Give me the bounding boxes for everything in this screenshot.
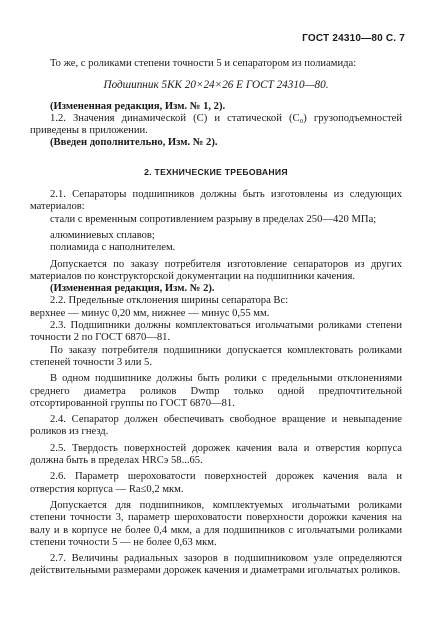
- paragraph: То же, с роликами степени точности 5 и сепаратором из полиамида:: [50, 58, 357, 69]
- section-title: 2. ТЕХНИЧЕСКИЕ ТРЕБОВАНИЯ: [144, 166, 288, 177]
- paragraph: 2.2. Предельные отклонения ширины сепаратора Bc:: [50, 295, 289, 307]
- paragraph: 1.2. Значения динамической (C) и статической (C₀) грузоподъемностей приведены в приложении.: [30, 112, 402, 137]
- list-item: полиамида с наполнителем.: [50, 242, 176, 254]
- paragraph: 2.5. Твердость поверхностей дорожек качения вала и отверстия корпуса должна быть в пределах HRCэ 58...65.: [30, 442, 402, 467]
- amendment-note: (Измененная редакция, Изм. № 1, 2).: [50, 100, 226, 112]
- document-body: [30, 58, 402, 578]
- paragraph: верхнее — минус 0,20 мм, нижнее — минус 0,55 мм.: [30, 307, 270, 319]
- list-item: алюминиевых сплавов;: [50, 229, 155, 241]
- paragraph: Допускается для подшипников, комплектуемых игольчатыми роликами степени точности 3, параметр шероховатости поверхности дорожки качения на валу и в корпусе не более 0,4 мкм, а для подшипников с игольчатыми роликами степени точности 5 — не более 0,63 мкм.: [30, 499, 402, 548]
- amendment-note: (Введен дополнительно, Изм. № 2).: [50, 137, 218, 149]
- paragraph: 2.1. Сепараторы подшипников должны быть изготовлены из следующих материалов:: [30, 189, 402, 213]
- paragraph: Допускается по заказу потребителя изготовление сепараторов из других материалов по конструкторской документации на подшипники качения.: [30, 258, 402, 282]
- paragraph: 2.6. Параметр шероховатости поверхностей дорожек качения вала и отверстия корпуса — Ra≤0,2 мкм.: [30, 471, 402, 495]
- designation-formula: Подшипник 5КК 20×24×26 Е ГОСТ 24310—80.: [103, 79, 329, 92]
- page-header: ГОСТ 24310—80 С. 7: [302, 33, 405, 44]
- paragraph: 2.4. Сепаратор должен обеспечивать свободное вращение и невыпадение роликов из гнезд.: [30, 414, 402, 438]
- paragraph: В одном подшипнике должны быть ролики с предельными отклонениями среднего диаметра роликов Dwmp только одной предпочтительной отсортированной группы по ГОСТ 6870—81.: [30, 373, 402, 409]
- paragraph: По заказу потребителя подшипники допускается комплектовать роликами степеней точности 3 или 5.: [30, 344, 402, 368]
- paragraph: 2.3. Подшипники должны комплектоваться игольчатыми роликами степени точности 2 по ГОСТ 6870—81.: [30, 320, 402, 344]
- amendment-note: (Измененная редакция, Изм. № 2).: [50, 283, 215, 295]
- paragraph: 2.7. Величины радиальных зазоров в подшипниковом узле определяются действительными размерами дорожек качения и диаметрами игольчатых роликов.: [30, 553, 402, 577]
- list-item: стали с временным сопротивлением разрыву в пределах 250—420 МПа;: [50, 213, 377, 225]
